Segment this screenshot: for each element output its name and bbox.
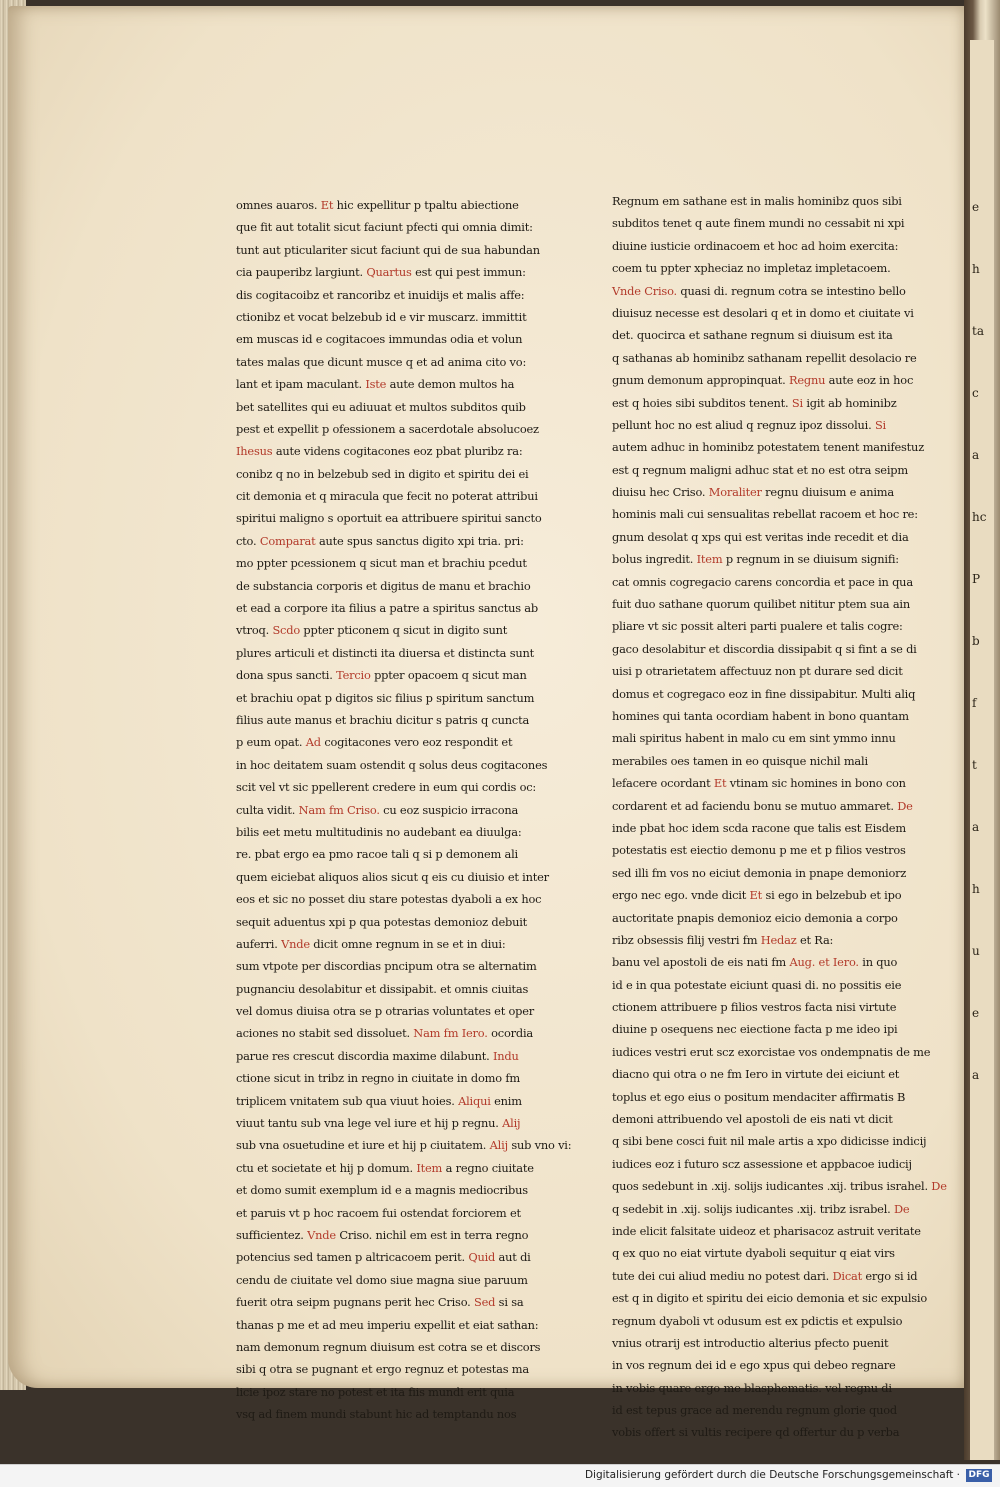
right-line: diuine p osequens nec eiectione facta p me ideo ipi: [612, 1022, 898, 1037]
left-line: et paruis vt p hoc racoem fui ostendat forciorem et: [236, 1205, 521, 1220]
left-line: vtroq. Scdo ppter pticonem q sicut in digito sunt: [236, 623, 508, 638]
left-line: pest et expellit p ofessionem a sacerdotale absolucoez: [236, 421, 539, 436]
left-line: fuerit otra seipm pugnans perit hec Criso. Sed si sa: [236, 1295, 524, 1310]
right-line: est q regnum maligni adhuc stat et no est otra seipm: [612, 462, 908, 477]
facing-page-fragment: ta: [972, 324, 984, 338]
right-line: lefacere ocordant Et vtinam sic homines in bono con: [612, 776, 906, 791]
rubric-initial: Alij: [489, 1138, 508, 1153]
right-line: uisi p otrarietatem affectuuz non pt durare sed dicit: [612, 664, 903, 679]
dfg-logo: DFG: [966, 1469, 992, 1482]
funding-credit: Digitalisierung gefördert durch die Deutsche Forschungsgemeinschaft ·: [584, 1469, 960, 1481]
right-line: homines qui tanta ocordiam habent in bono quantam: [612, 708, 909, 723]
rubric-initial: Si: [791, 395, 803, 410]
left-line: de substancia corporis et digitus de manu et brachio: [236, 578, 531, 593]
right-line: est q in digito et spiritu dei eicio demonia et sic expulsio: [612, 1291, 928, 1306]
rubric-initial: Si: [874, 417, 886, 432]
rubric-initial: Et: [713, 776, 727, 791]
facing-page-fragment: e: [972, 200, 980, 214]
left-line: tunt aut pticulariter sicut faciunt qui de sua habundan: [236, 242, 540, 257]
left-line: Ihesus aute videns cogitacones eoz pbat pluribz ra:: [236, 444, 523, 459]
left-line: in hoc deitatem suam ostendit q solus deus cogitacones: [236, 757, 548, 772]
left-line: sequit aduentus xpi p qua potestas demonioz debuit: [236, 914, 528, 929]
rubric-initial: Dicat: [832, 1268, 862, 1283]
right-line: ergo nec ego. vnde dicit Et si ego in belzebub et ipo: [612, 888, 902, 903]
right-line: q sathanas ab hominibz sathanam repellit desolacio re: [612, 350, 917, 365]
facing-page-fragment: e: [972, 1006, 980, 1020]
right-line: iudices vestri erut scz exorcistae vos ondempnatis de me: [612, 1044, 931, 1059]
left-line: et brachiu opat p digitos sic filius p spiritum sanctum: [236, 690, 535, 705]
left-line: conibz q no in belzebub sed in digito et spiritu dei ei: [236, 466, 529, 481]
left-line: em muscas id e cogitacoes immundas odia et volun: [236, 332, 523, 347]
left-line: nam demonum regnum diuisum est cotra se et discors: [236, 1339, 541, 1354]
right-line: domus et cogregaco eoz in fine dissipabitur. Multi aliq: [612, 686, 916, 701]
right-line: ribz obsessis filij vestri fm Hedaz et Ra:: [612, 932, 834, 947]
right-line: est q hoies sibi subditos tenent. Si igit ab hominibz: [612, 395, 897, 410]
left-line: vsq ad finem mundi stabunt hic ad temptandu nos: [236, 1407, 517, 1422]
facing-page-fragment: a: [972, 820, 980, 834]
left-line: lant et ipam maculant. Iste aute demon multos ha: [236, 377, 515, 392]
right-line: potestatis est eiectio demonu p me et p filios vestros: [612, 843, 906, 858]
left-line: ctu et societate et hij p domum. Item a regno ciuitate: [236, 1160, 534, 1175]
facing-page-fragment: a: [972, 1068, 980, 1082]
text-column-right: [612, 190, 947, 1444]
right-line: in vobis quare ergo me blasphematis. vel regnu di: [612, 1380, 892, 1395]
facing-page-fragment: h: [972, 262, 980, 276]
left-line: eos et sic no posset diu stare potestas dyaboli a ex hoc: [236, 892, 542, 907]
left-line: ctionibz et vocat belzebub id e vir muscarz. immittit: [236, 309, 527, 324]
left-line: ctione sicut in tribz in regno in ciuitate in domo fm: [236, 1071, 520, 1086]
rubric-initial: Et: [320, 198, 334, 212]
left-line: sub vna osuetudine et iure et hij p ciuitatem. Alij sub vno vi:: [236, 1138, 572, 1153]
right-line: coem tu ppter xpheciaz no impletaz impletacoem.: [612, 261, 891, 276]
rubric-initial: Moraliter: [708, 485, 762, 500]
facing-page-fragment: a: [972, 448, 980, 462]
rubric-initial: Indu: [492, 1048, 519, 1063]
left-line: potencius sed tamen p altricacoem perit. Quid aut di: [236, 1250, 531, 1265]
rubric-initial: Nam fm Iero.: [413, 1026, 488, 1041]
facing-page-fragment: t: [972, 758, 977, 772]
right-line: quos sedebunt in .xij. solijs iudicantes .xij. tribus israhel. De: [612, 1179, 947, 1194]
right-line: q ex quo no eiat virtute dyaboli sequitur q eiat virs: [612, 1246, 895, 1261]
right-line: cordarent et ad faciendu bonu se mutuo ammaret. De: [612, 798, 913, 813]
left-line: plures articuli et distincti ita diuersa et distincta sunt: [236, 645, 534, 660]
right-line: bolus ingredit. Item p regnum in se diuisum signifi:: [612, 552, 899, 567]
left-line: culta vidit. Nam fm Criso. cu eoz suspicio irracona: [236, 802, 519, 817]
rubric-initial: Item: [696, 552, 723, 567]
right-line: demoni attribuendo vel apostoli de eis nati vt dicit: [612, 1112, 893, 1127]
facing-page-strip: [970, 40, 994, 1460]
left-line: dis cogitacoibz et rancoribz et inuidijs et malis affe:: [236, 287, 525, 302]
right-line: autem adhuc in hominibz potestatem tenent manifestuz: [612, 440, 924, 455]
right-line: gaco desolabitur et discordia dissipabit q si fint a se di: [612, 641, 917, 656]
right-line: q sedebit in .xij. solijs iudicantes .xij. tribz israbel. De: [612, 1201, 910, 1216]
right-line: inde elicit falsitate uideoz et pharisacoz astruit veritate: [612, 1223, 921, 1238]
rubric-initial: Sed: [474, 1295, 496, 1310]
left-line: re. pbat ergo ea pmo racoe tali q si p demonem ali: [236, 847, 518, 862]
facing-page-fragment: c: [972, 386, 979, 400]
left-line: vel domus diuisa otra se p otrarias voluntates et oper: [236, 1004, 535, 1019]
right-line: pliare vt sic possit alteri parti pualere et talis cogre:: [612, 619, 903, 634]
right-line: subditos tenet q aute finem mundi no cessabit ni xpi: [612, 216, 905, 231]
left-line: pugnanciu desolabitur et dissipabit. et omnis ciuitas: [236, 981, 529, 996]
right-line: inde pbat hoc idem scda racone que talis est Eisdem: [612, 820, 906, 835]
right-line: toplus et ego eius o positum mendaciter affirmatis B: [612, 1089, 906, 1104]
facing-page-fragment: h: [972, 882, 980, 896]
left-line: spiritui maligno s oportuit ea attribuere spiritui sancto: [236, 511, 542, 526]
left-line: triplicem vnitatem sub qua viuut hoies. Aliqui enim: [236, 1093, 522, 1108]
right-line: diuine iusticie ordinacoem et hoc ad hoim exercita:: [612, 238, 899, 253]
rubric-initial: Hedaz: [760, 932, 797, 947]
rubric-initial: Et: [749, 888, 763, 903]
right-line: hominis mali cui sensualitas rebellat racoem et hoc re:: [612, 507, 918, 522]
left-line: omnes auaros. Et hic expellitur p tpaltu abiectione: [236, 198, 519, 212]
rubric-initial: Ihesus: [236, 444, 273, 459]
rubric-initial: Aliqui: [458, 1093, 491, 1108]
left-line: tates malas que dicunt musce q et ad anima cito vo:: [236, 354, 527, 369]
rubric-initial: Quid: [468, 1250, 496, 1265]
left-line: cit demonia et q miracula que fecit no poterat attribui: [236, 489, 538, 504]
left-line: scit vel vt sic ppellerent credere in eum qui cordis oc:: [236, 780, 537, 795]
right-line: tute dei cui aliud mediu no potest dari. Dicat ergo si id: [612, 1268, 918, 1283]
left-line: bet satellites qui eu adiuuat et multos subditos quib: [236, 399, 526, 414]
left-line: cendu de ciuitate vel domo siue magna siue paruum: [236, 1272, 528, 1287]
rubric-initial: Item: [416, 1160, 443, 1175]
right-line: sed illi fm vos no eiciut demonia in pnape demoniorz: [612, 865, 907, 880]
left-line: bilis eet metu multitudinis no audebant ea diuulga:: [236, 824, 522, 839]
rubric-initial: Ad: [305, 735, 321, 750]
rubric-initial: De: [931, 1179, 947, 1194]
rubric-initial: Nam fm Criso.: [298, 802, 380, 817]
left-line: sum vtpote per discordias pncipum otra se alternatim: [236, 959, 537, 974]
rubric-initial: Quartus: [366, 265, 412, 280]
left-line: quem eiciebat aliquos alios sicut q eis cu diuisio et inter: [236, 869, 549, 884]
right-line: diuisu hec Criso. Moraliter regnu diuisum e anima: [612, 485, 894, 500]
facing-page-fragment: P: [972, 572, 981, 586]
left-line: licie ipoz stare no potest et ita fiis mundi erit quia: [236, 1384, 515, 1399]
left-line: p eum opat. Ad cogitacones vero eoz respondit et: [236, 735, 513, 750]
rubric-initial: Vnde: [281, 936, 310, 951]
rubric-initial: De: [897, 798, 913, 813]
rubric-initial: Vnde Criso.: [612, 283, 677, 298]
left-line: dona spus sancti. Tercio ppter opacoem q sicut man: [236, 668, 527, 683]
rubric-initial: Vnde: [307, 1227, 336, 1242]
right-line: id e in qua potestate eiciunt quasi di. no possitis eie: [612, 977, 902, 992]
left-line: auferri. Vnde dicit omne regnum in se et in diui:: [236, 936, 506, 951]
left-line: et ead a corpore ita filius a patre a spiritus sanctus ab: [236, 601, 538, 616]
right-line: q sibi bene cosci fuit nil male artis a xpo didicisse indicij: [612, 1134, 927, 1149]
right-line: fuit duo sathane quorum quilibet nititur ptem sua ain: [612, 597, 910, 612]
right-line: Regnum em sathane est in malis hominibz quos sibi: [612, 194, 902, 208]
left-line: mo ppter pcessionem q sicut man et brachiu pcedut: [236, 556, 527, 571]
rubric-initial: Iste: [365, 377, 387, 392]
text-column-left: [236, 194, 572, 1425]
right-line: pellunt hoc no est aliud q regnuz ipoz dissolui. Si: [612, 417, 886, 432]
right-line: gnum demonum appropinquat. Regnu aute eoz in hoc: [612, 373, 914, 388]
left-line: parue res crescut discordia maxime dilabunt. Indu: [236, 1048, 519, 1063]
facing-page-fragment: u: [972, 944, 980, 958]
left-line: sufficientez. Vnde Criso. nichil em est in terra regno: [236, 1227, 529, 1242]
left-line: que fit aut totalit sicut faciunt pfecti qui omnia dimit:: [236, 220, 533, 235]
left-line: viuut tantu sub vna lege vel iure et hij p regnu. Alij: [236, 1116, 521, 1131]
right-line: gnum desolat q xps qui est veritas inde recedit et dia: [612, 529, 909, 544]
left-line: cto. Comparat aute spus sanctus digito xpi tria. pri:: [236, 533, 524, 548]
rubric-initial: De: [894, 1201, 910, 1216]
right-line: auctoritate pnapis demonioz eicio demonia a corpo: [612, 910, 898, 925]
rubric-initial: Comparat: [259, 533, 316, 548]
left-line: thanas p me et ad meu imperiu expellit et eiat sathan:: [236, 1317, 539, 1332]
left-line: sibi q otra se pugnant et ergo regnuz et potestas ma: [236, 1362, 529, 1377]
left-line: aciones no stabit sed dissoluet. Nam fm Iero. ocordia: [236, 1026, 533, 1041]
left-line: et domo sumit exemplum id e a magnis mediocribus: [236, 1183, 528, 1198]
right-line: ctionem attribuere p filios vestros facta nisi virtute: [612, 1000, 897, 1015]
right-line: id est tepus grace ad merendu regnum glorie quod: [612, 1403, 898, 1418]
facing-page-fragment: b: [972, 634, 980, 648]
right-line: merabiles oes tamen in eo quisque nichil mali: [612, 753, 868, 768]
left-line: cia pauperibz largiunt. Quartus est qui pest immun:: [236, 265, 526, 280]
right-line: banu vel apostoli de eis nati fm Aug. et Iero. in quo: [612, 955, 898, 970]
right-line: iudices eoz i futuro scz assessione et appbacoe iudicij: [612, 1156, 912, 1171]
right-line: vnius otrarij est introductio alterius pfecto puenit: [612, 1335, 889, 1350]
right-line: in vos regnum dei id e ego xpus qui debeo regnare: [612, 1358, 896, 1373]
footer-bar: [0, 1464, 1000, 1487]
right-line: mali spiritus habent in malo cu em sint ymmo innu: [612, 731, 896, 746]
right-line: vobis offert si vultis recipere qd offertur du p verba: [612, 1425, 900, 1440]
right-line: diuisuz necesse est desolari q et in domo et ciuitate vi: [612, 305, 914, 320]
right-line: det. quocirca et sathane regnum si diuisum est ita: [612, 328, 893, 343]
rubric-initial: Scdo: [272, 623, 300, 638]
facing-page-fragment: f: [972, 696, 977, 710]
right-line: cat omnis cogregacio carens concordia et pace in qua: [612, 574, 913, 589]
rubric-initial: Tercio: [336, 668, 371, 683]
right-line: diacno qui otra o ne fm Iero in virtute dei eiciunt et: [612, 1067, 900, 1082]
left-line: filius aute manus et brachiu dicitur s patris q cuncta: [236, 712, 530, 727]
right-line: Vnde Criso. quasi di. regnum cotra se intestino bello: [612, 283, 906, 298]
rubric-initial: Alij: [502, 1116, 521, 1131]
facing-page-fragment: hc: [972, 510, 987, 524]
rubric-initial: Regnu: [788, 373, 826, 388]
right-line: regnum dyaboli vt odusum est ex pdictis et expulsio: [612, 1313, 903, 1328]
rubric-initial: Aug. et Iero.: [789, 955, 859, 970]
